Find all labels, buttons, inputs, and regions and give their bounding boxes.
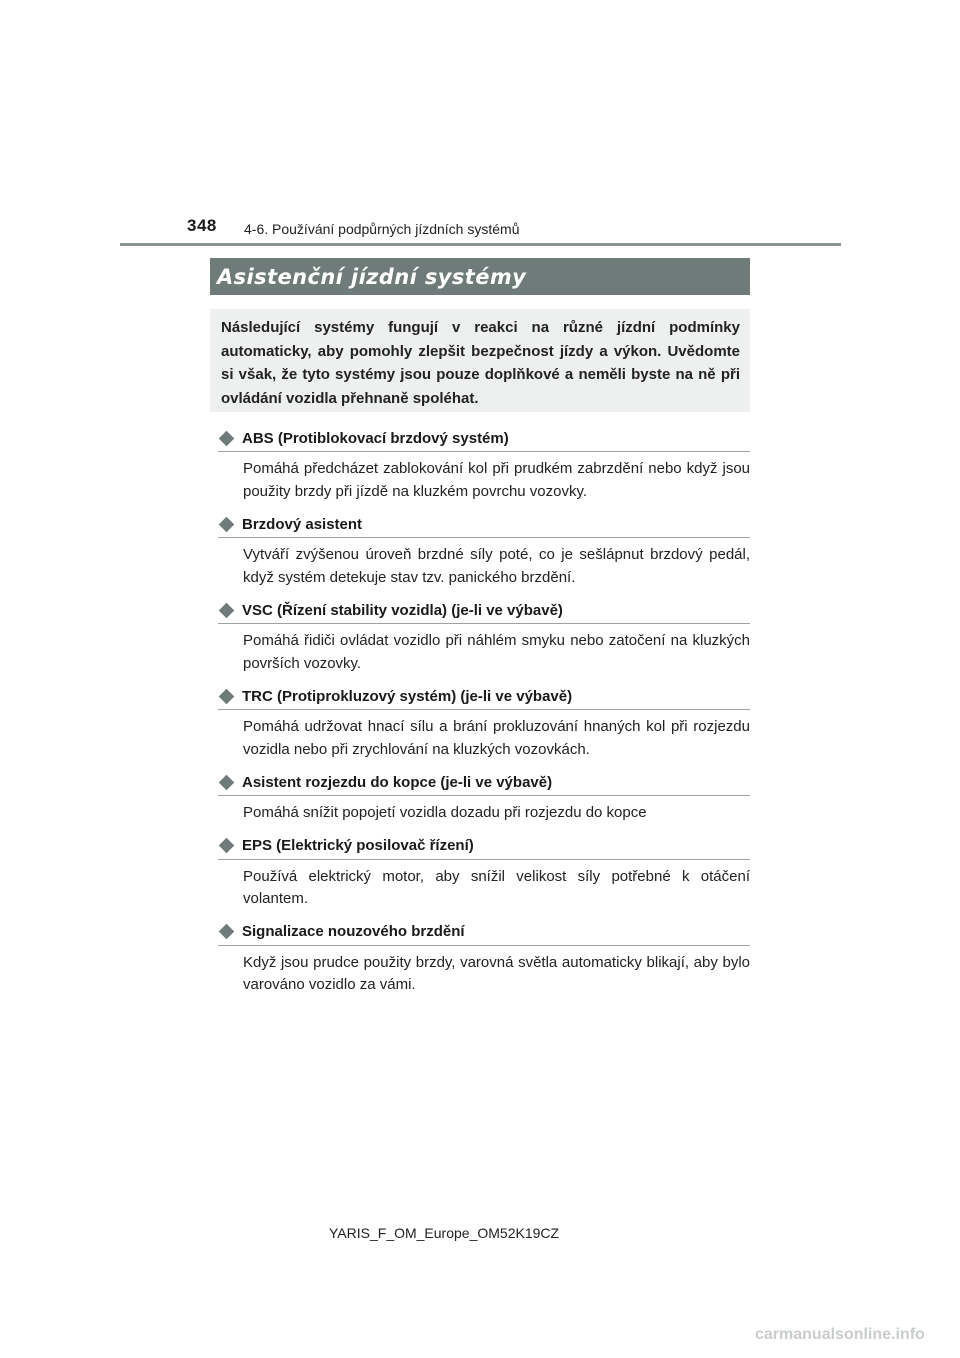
item-heading: ABS (Protiblokovací brzdový systém) — [242, 429, 509, 447]
watermark: carmanualsonline.info — [755, 1326, 925, 1343]
list-item — [218, 683, 750, 761]
list-item — [218, 833, 750, 911]
item-heading-row — [218, 425, 750, 452]
diamond-icon — [219, 838, 235, 854]
diamond-icon — [219, 924, 235, 940]
section-path: 4-6. Používání podpůrných jízdních systémů — [244, 221, 520, 237]
diamond-icon — [219, 516, 235, 532]
item-description: Používá elektrický motor, aby snížil velikost síly potřebné k otáčení volantem. — [243, 867, 750, 907]
item-heading: VSC (Řízení stability vozidla) (je-li ve výbavě) — [242, 601, 563, 619]
item-description: Pomáhá snížit popojetí vozidla dozadu při rozjezdu do kopce — [243, 804, 647, 821]
item-heading-row — [218, 683, 750, 710]
diamond-icon — [219, 774, 235, 790]
item-description: Pomáhá předcházet zablokování kol při prudkém zabrzdění nebo když jsou použity brzdy při jízdě na kluzkém povrchu vozovky. — [243, 460, 750, 500]
page-number: 348 — [187, 216, 217, 235]
list-item — [218, 597, 750, 675]
item-description: Pomáhá řidiči ovládat vozidlo při náhlém smyku nebo zatočení na kluzkých površích vozovky. — [243, 632, 750, 672]
item-heading: Signalizace nouzového brzdění — [242, 923, 465, 940]
item-heading-row — [218, 597, 750, 624]
item-description: Pomáhá udržovat hnací sílu a brání prokluzování hnaných kol při rozjezdu vozidla nebo při zrychlování na kluzkých vozovkách. — [243, 718, 750, 758]
item-heading-row — [218, 511, 750, 538]
item-description: Vytváří zvýšenou úroveň brzdné síly poté, co je sešlápnut brzdový pedál, když systém detekuje stav tzv. panického brzdění. — [243, 546, 750, 586]
list-item — [218, 919, 750, 997]
diamond-icon — [219, 688, 235, 704]
item-heading-row — [218, 769, 750, 796]
systems-list — [218, 425, 750, 1005]
item-heading: Asistent rozjezdu do kopce (je-li ve výbavě) — [242, 773, 553, 791]
page-title-bar — [210, 258, 750, 295]
diamond-icon — [219, 602, 235, 618]
item-description: Když jsou prudce použity brzdy, varovná světla automaticky blikají, aby bylo varováno vozidlo za vámi. — [243, 953, 750, 993]
header-divider — [120, 243, 841, 246]
item-heading: Brzdový asistent — [242, 515, 363, 533]
item-heading-row — [218, 833, 750, 860]
document-code: YARIS_F_OM_Europe_OM52K19CZ — [329, 1225, 560, 1241]
diamond-icon — [219, 430, 235, 446]
list-item — [218, 769, 750, 825]
list-item — [218, 425, 750, 503]
intro-text: Následující systémy fungují v reakci na různé jízdní podmínky automaticky, aby pomohly zlepšit bezpečnost jízdy a výkon. Uvědomte si však, že tyto systémy jsou pouze doplňkové a neměli byste na ně při ovládání vozidla přehnaně spoléhat. — [221, 319, 740, 407]
item-heading: TRC (Protiprokluzový systém) (je-li ve výbavě) — [242, 687, 573, 705]
intro-box — [210, 309, 750, 412]
item-heading: EPS (Elektrický posilovač řízení) — [242, 837, 474, 854]
list-item — [218, 511, 750, 589]
item-heading-row — [218, 919, 750, 946]
page-title: Asistenční jízdní systémy — [217, 264, 527, 289]
